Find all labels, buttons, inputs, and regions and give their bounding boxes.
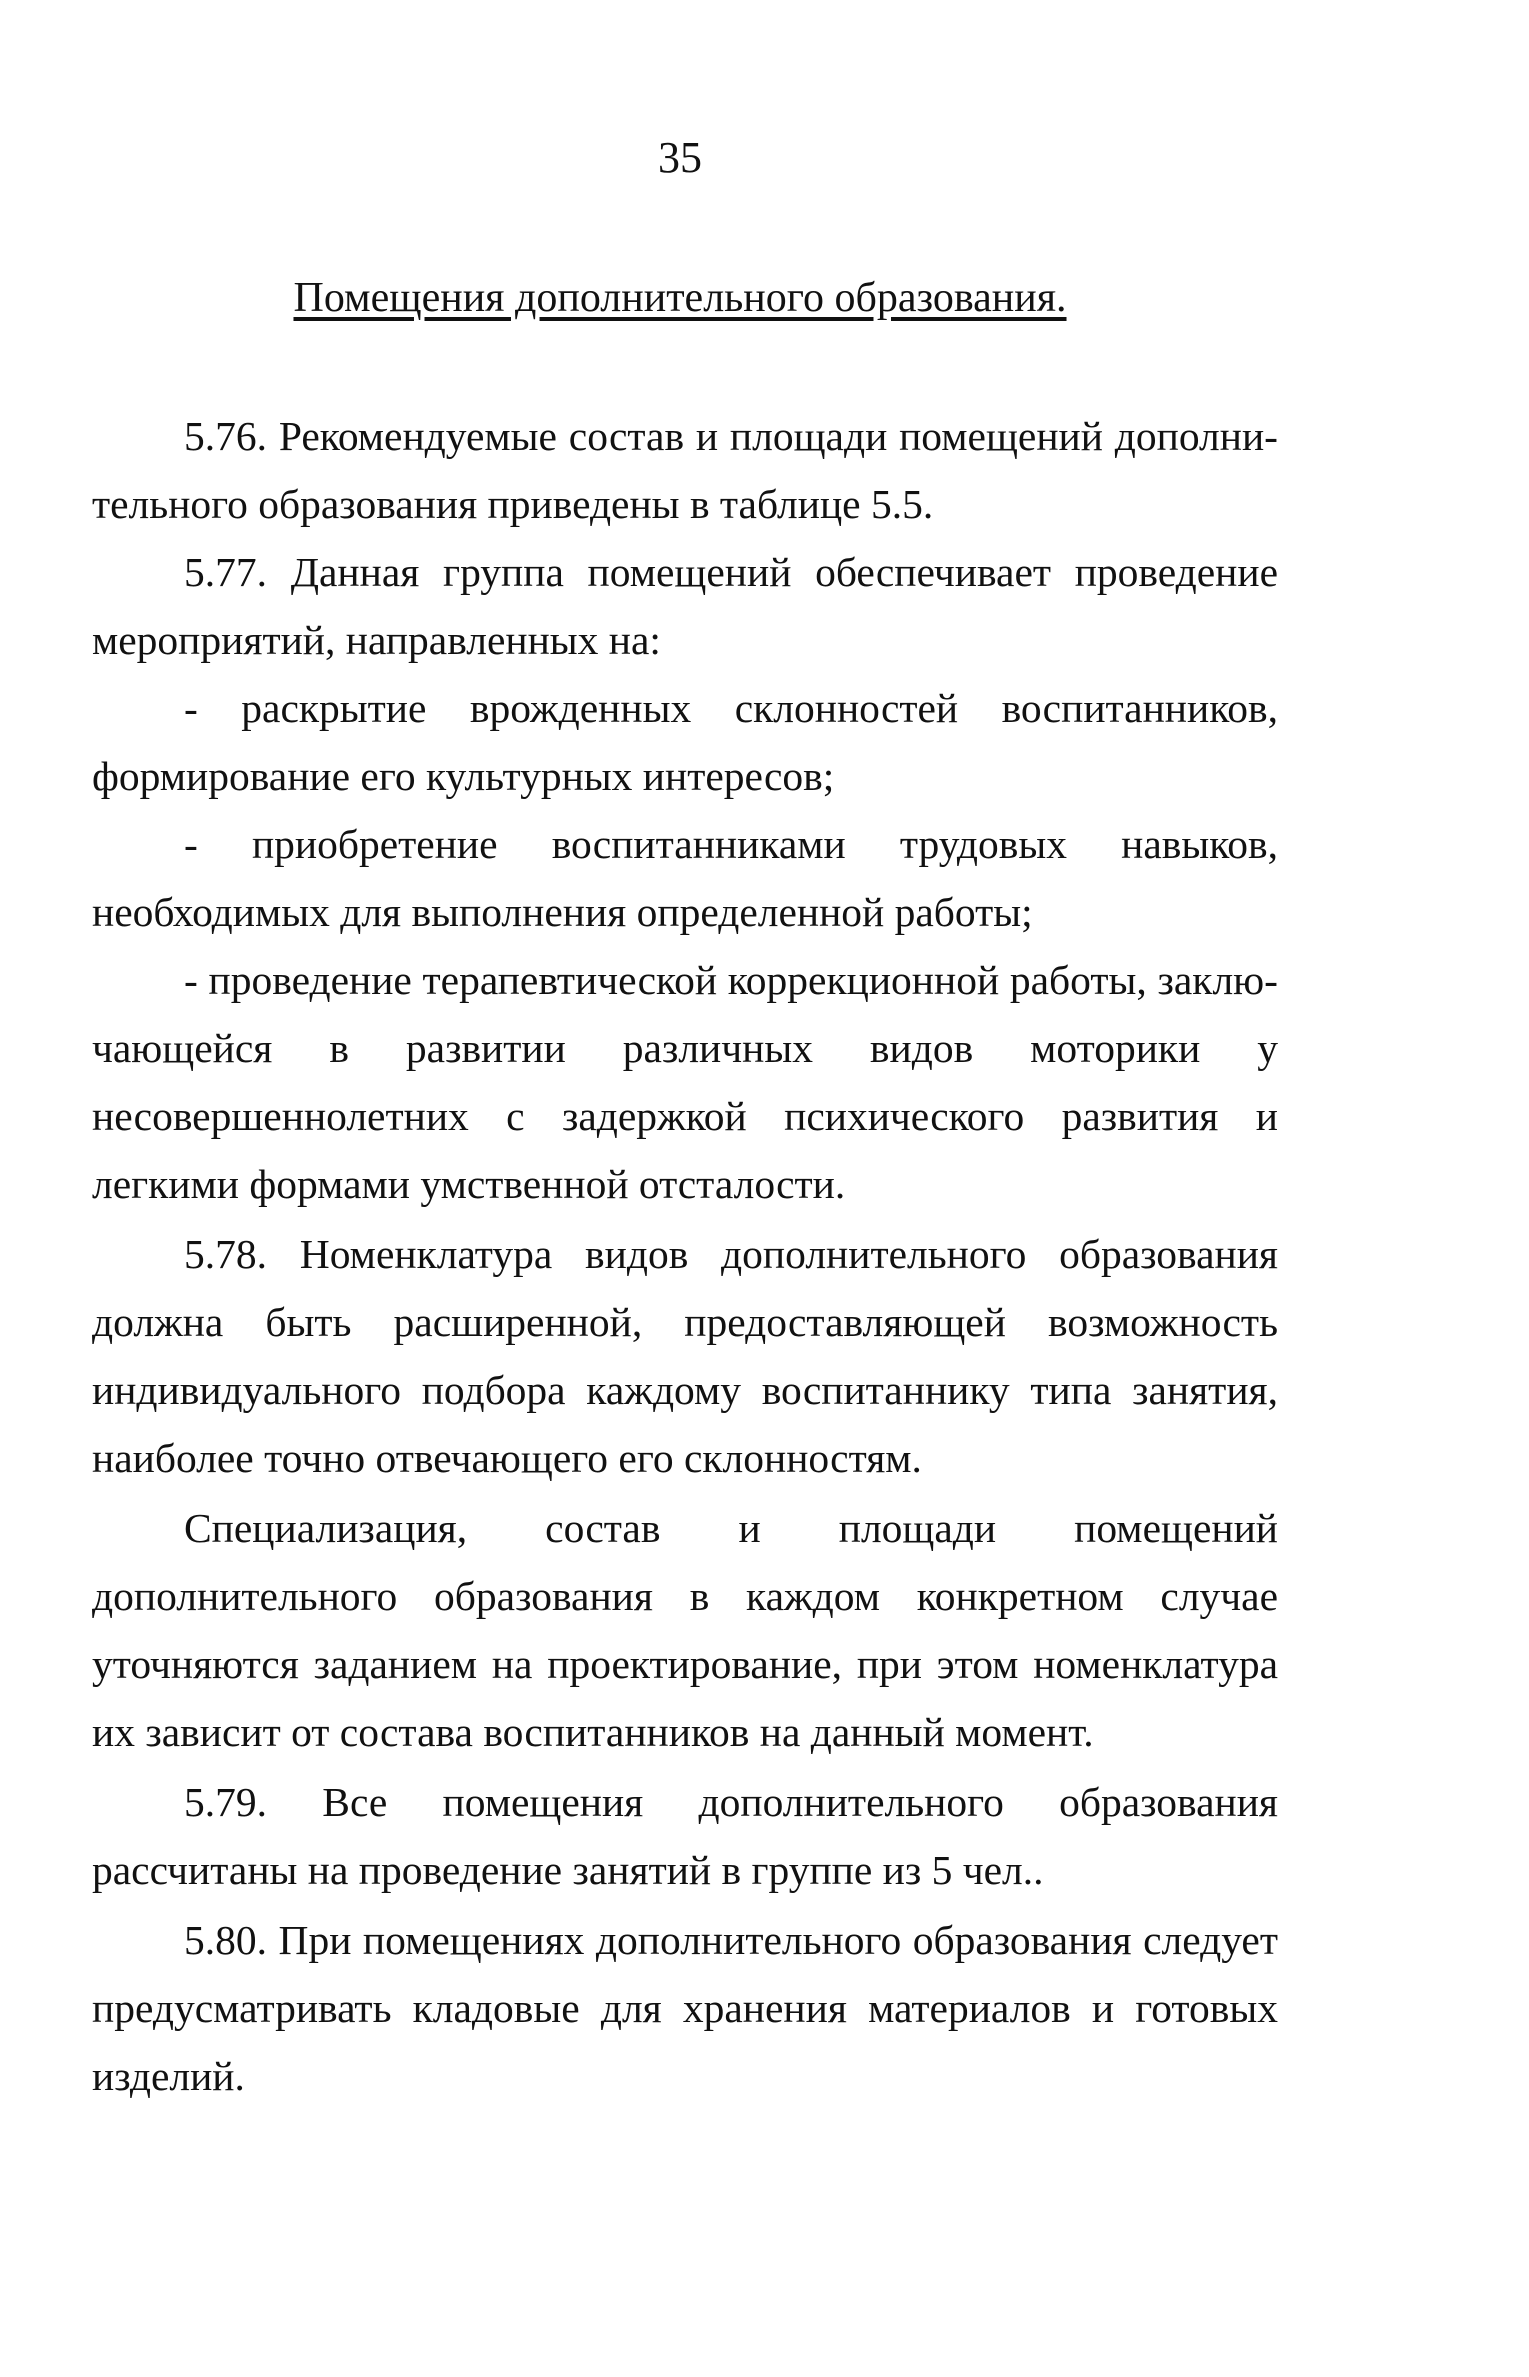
body-text <box>92 402 1278 2110</box>
list-item-therapy: - проведение терапевтической коррекционной работы, заключающейся в развитии различных видов моторики у несовершеннолетних с задержкой психического развития и легкими формами умственной отсталости. <box>92 957 1278 1207</box>
section-heading: Помещения дополнительного образования. <box>293 275 1067 321</box>
list-item-talents: - раскрытие врожденных склонностей воспитанников, формирование его культурных интересов; <box>92 685 1278 799</box>
paragraph-5-76: 5.76. Рекомендуемые состав и площади помещений дополнительного образования приведены в таблице 5.5. <box>92 413 1278 527</box>
paragraph-5-77: 5.77. Данная группа помещений обеспечивает проведение мероприятий, направленных на: <box>92 549 1278 663</box>
paragraph-5-78: 5.78. Номенклатура видов дополнительного образования должна быть расширенной, предоставляющей возможность индивидуального подбора каждому воспитаннику типа занятия, наиболее точно отвечающего его склонностям. <box>92 1231 1278 1481</box>
paragraph-5-79: 5.79. Все помещения дополнительного образования рассчитаны на проведение занятий в группе из 5 чел.. <box>92 1779 1278 1893</box>
list-item-labor-skills: - приобретение воспитанниками трудовых навыков, необходимых для выполнения определенной работы; <box>92 821 1278 935</box>
paragraph-specialization: Специализация, состав и площади помещений дополнительного образования в каждом конкретном случае уточняются заданием на проектирование, при этом номенклатура их зависит от состава воспитанников на данный момент. <box>92 1505 1278 1755</box>
page-number: 35 <box>658 133 702 182</box>
paragraph-5-80: 5.80. При помещениях дополнительного образования следует предусматривать кладовые для хранения материалов и готовых изделий. <box>92 1917 1278 2099</box>
